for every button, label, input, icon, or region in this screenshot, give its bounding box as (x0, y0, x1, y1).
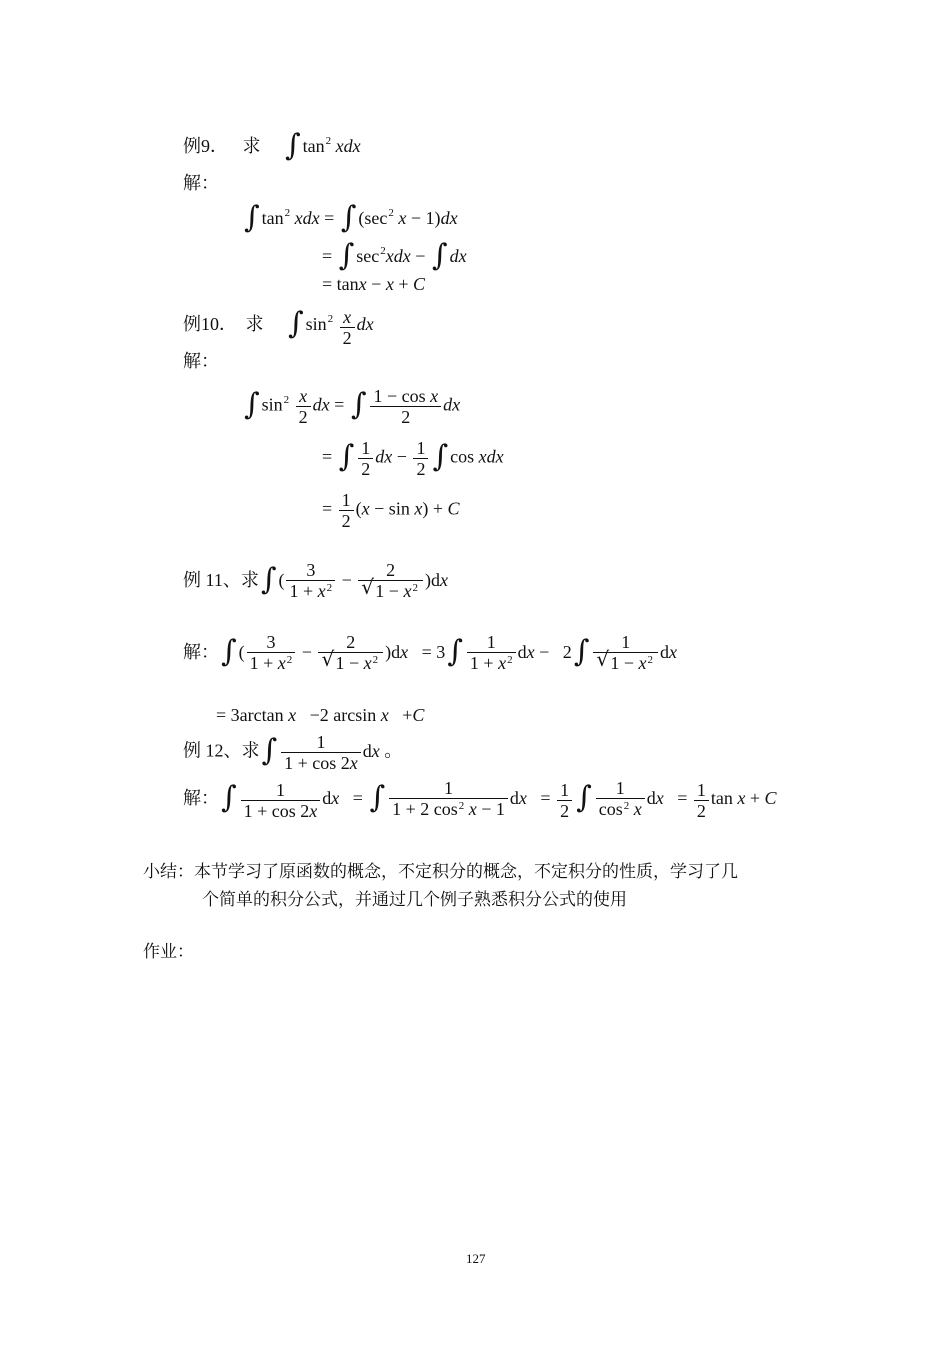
solution-11-step-1: 解：∫ ( $\frac{3}{1 + x^2}$ − 2 √ $1 - x^2$ )dx = 3∫ $\frac{1}{1 + x^2}$ dx − 2∫ 1 √ $1 - x^2$ dx (183, 632, 678, 673)
example-12-end: 。 (384, 740, 403, 761)
example-10-problem: ∫ $\sin^2$ $\frac{x}{2}$ dx (288, 306, 374, 348)
page-number: 127 (466, 1251, 486, 1266)
example-12-heading (183, 732, 402, 773)
solution-9-step-1: ∫ $\tan^2$ xdx = ∫ ($\sec^2$ x − 1)dx (244, 200, 458, 235)
example-10-heading (183, 306, 374, 348)
example-12-problem: ∫ $\frac{1}{1 + \cos 2x}$ dx (261, 732, 380, 773)
solution-9-label: 解： (183, 173, 219, 193)
example-11-heading (183, 560, 448, 604)
example-9-problem: ∫ $\tan^2$ xdx (285, 128, 361, 163)
example-9-ask: 求 (242, 136, 261, 156)
solution-12-label: 解： (183, 788, 219, 809)
solution-11-step-2: = 3arctan x −2 arcsin x +C (216, 705, 425, 725)
example-12-ask: 求 (241, 740, 260, 761)
example-11-ask: 求 (240, 570, 259, 591)
example-10-ask: 求 (245, 314, 264, 334)
example-10-label: 例10． (183, 314, 237, 334)
solution-10-step-3: = $\frac{1}{2}$ (x − sin x) + C (322, 490, 460, 531)
solution-9-step-2: = ∫ $\sec^2xdx$ − ∫ dx (322, 238, 467, 273)
solution-10-label: 解： (183, 351, 219, 371)
example-11-problem: ∫ ( $\frac{3}{1 + x^2}$ − 2 √ $1 - x^2$ )dx (260, 560, 448, 601)
example-12-label: 例 12、 (183, 740, 242, 761)
solution-12-step-1: 解：∫ $\frac{1}{1 + \cos 2x}$ dx = ∫ $\frac{1}{1 + 2 \cos^2 x - 1}$ dx = $\frac{1}{2}$ ∫ $\frac{1}{\cos^2 x}$ dx = $\frac{1}{2}$ tan x + C (183, 778, 777, 821)
solution-9-step-3: = tanx − x + C (322, 274, 425, 294)
solution-11-label: 解： (183, 642, 219, 663)
example-9-label: 例9． (183, 136, 228, 156)
example-11-label: 例 11、 (183, 570, 241, 591)
solution-10-step-2: = ∫ $\frac{1}{2}$ dx − $\frac{1}{2}$ ∫ cos xdx (322, 438, 504, 479)
summary-line-1: 小结：本节学习了原函数的概念，不定积分的概念，不定积分的性质，学习了几 (143, 862, 738, 882)
example-9-heading (183, 128, 361, 163)
solution-10-step-1: ∫ $\sin^2$ $\frac{x}{2}$ dx = ∫ $\frac{\text{1 − cos x}}{2}$ dx (244, 386, 461, 427)
homework-label: 作业： (143, 942, 194, 962)
summary-line-2: 个简单的积分公式，并通过几个例子熟悉积分公式的使用 (202, 890, 627, 910)
